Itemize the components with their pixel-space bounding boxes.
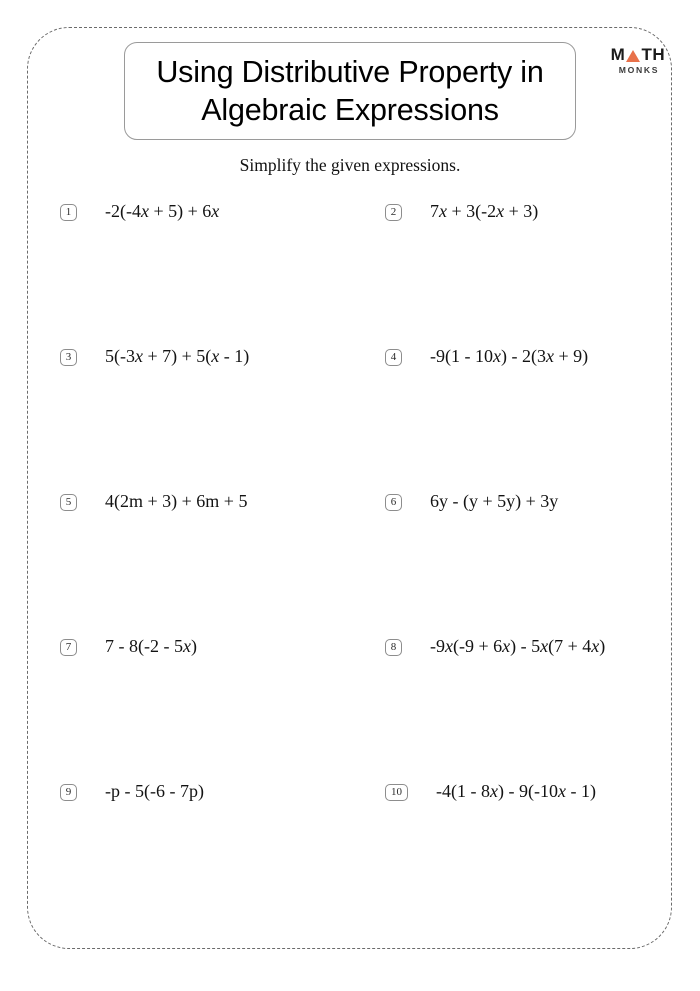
problem-number-badge: 2 (385, 204, 402, 221)
logo-wordmark (602, 46, 674, 63)
problem-expression: -p - 5(-6 - 7p) (105, 781, 204, 801)
problem-row (60, 635, 675, 780)
instruction-text: Simplify the given expressions. (239, 155, 461, 175)
problem-row (60, 490, 675, 635)
math-monks-logo (602, 46, 674, 75)
problem-number-badge: 3 (60, 349, 77, 366)
problem-expression: 6y - (y + 5y) + 3y (430, 491, 559, 511)
problem-number-badge: 9 (60, 784, 77, 801)
problem-expression: 7 - 8(-2 - 5x) (105, 636, 197, 656)
problem-expression: 4(2m + 3) + 6m + 5 (105, 491, 248, 511)
problem-item-7 (60, 635, 385, 780)
problem-item-1 (60, 200, 385, 345)
problems-grid (60, 200, 675, 925)
problem-item-10 (385, 780, 675, 925)
problem-item-2 (385, 200, 675, 345)
problem-item-3 (60, 345, 385, 490)
problem-number-badge: 10 (385, 784, 408, 801)
page-title: Using Distributive Property in Algebraic Expressions (156, 54, 544, 127)
logo-letters-th: TH (641, 45, 666, 64)
problem-item-4 (385, 345, 675, 490)
problem-number-badge: 1 (60, 204, 77, 221)
logo-letter-m: M (610, 45, 626, 64)
problem-number-badge: 7 (60, 639, 77, 656)
problem-item-5 (60, 490, 385, 635)
problem-row (60, 345, 675, 490)
problem-number-badge: 6 (385, 494, 402, 511)
title-box (124, 42, 576, 140)
problem-expression: -9x(-9 + 6x) - 5x(7 + 4x) (430, 636, 606, 656)
problem-expression: 7x + 3(-2x + 3) (430, 201, 539, 221)
problem-number-badge: 8 (385, 639, 402, 656)
worksheet-header (0, 0, 700, 150)
problem-number-badge: 5 (60, 494, 77, 511)
problem-expression: -9(1 - 10x) - 2(3x + 9) (430, 346, 589, 366)
problem-expression: -2(-4x + 5) + 6x (105, 201, 220, 221)
problem-expression: -4(1 - 8x) - 9(-10x - 1) (436, 781, 596, 801)
problem-item-9 (60, 780, 385, 925)
problem-number-badge: 4 (385, 349, 402, 366)
problem-item-8 (385, 635, 675, 780)
logo-subtext: MONKS (618, 65, 660, 75)
problem-item-6 (385, 490, 675, 635)
problem-row (60, 780, 675, 925)
problem-row (60, 200, 675, 345)
problem-expression: 5(-3x + 7) + 5(x - 1) (105, 346, 250, 366)
triangle-icon (626, 50, 640, 62)
